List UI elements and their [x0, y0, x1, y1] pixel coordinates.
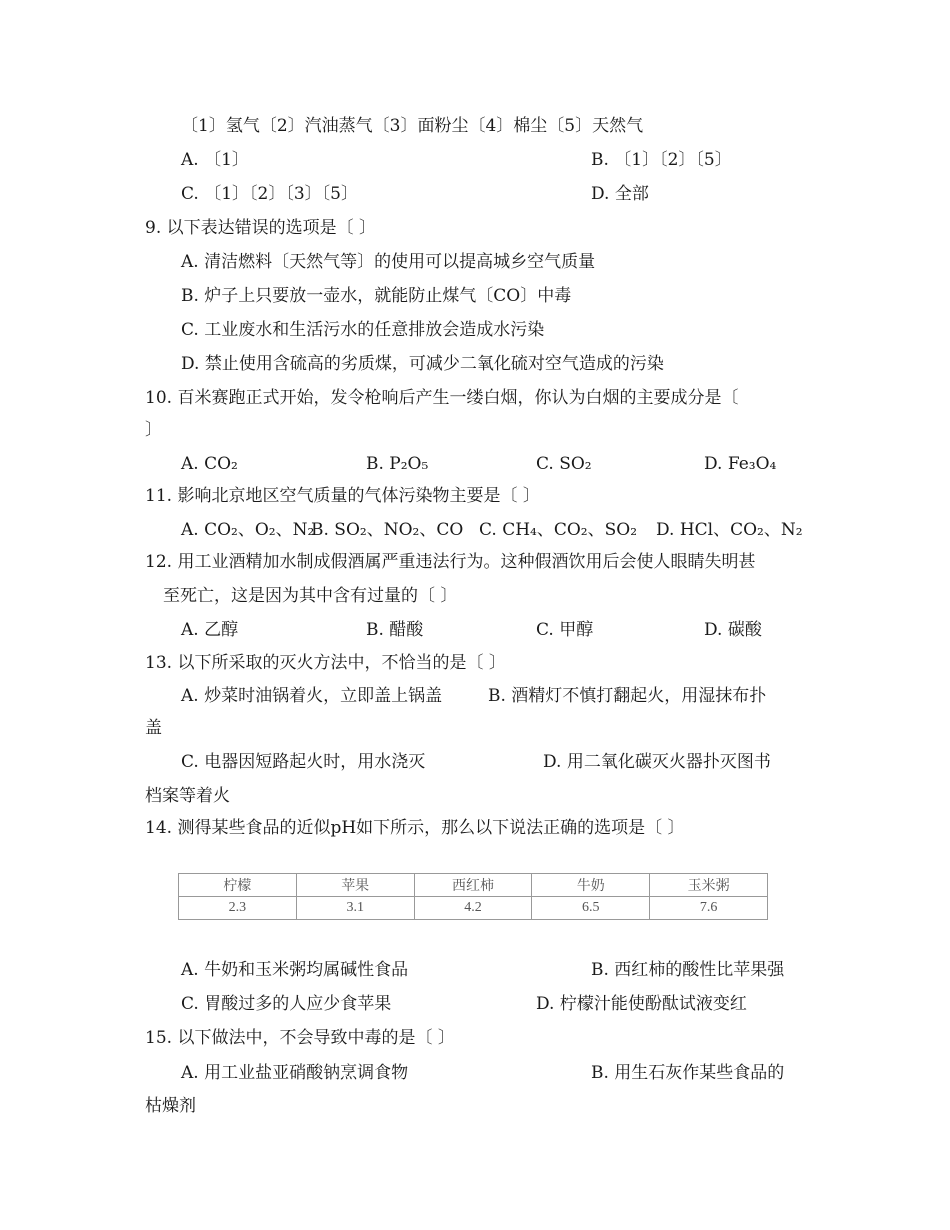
ph-table-cell: 6.5: [532, 897, 650, 920]
ph-table-header: 柠檬: [179, 874, 297, 897]
q12-option-c: C. 甲醇: [536, 620, 594, 640]
q14-option-a: A. 牛奶和玉米粥均属碱性食品: [181, 960, 409, 980]
q9-option-c: C. 工业废水和生活污水的任意排放会造成水污染: [181, 320, 545, 340]
ph-table-cell: 4.2: [414, 897, 532, 920]
q11-option-d: D. HCl、CO₂、N₂: [656, 520, 803, 540]
q14-stem: 14. 测得某些食品的近似pH如下所示，那么以下说法正确的选项是〔 〕: [145, 818, 685, 838]
q10-option-d: D. Fe₃O₄: [704, 454, 777, 474]
q8-option-c: C. 〔1〕〔2〕〔3〕〔5〕: [181, 184, 358, 204]
q13-option-d-cont: 档案等着火: [145, 786, 230, 806]
q13-option-d: D. 用二氧化碳灭火器扑灭图书: [543, 752, 771, 772]
q11-option-c: C. CH₄、CO₂、SO₂: [479, 520, 638, 540]
q8-option-d: D. 全部: [591, 184, 649, 204]
q10-option-c: C. SO₂: [536, 454, 592, 474]
q8-items: 〔1〕氢气〔2〕汽油蒸气〔3〕面粉尘〔4〕棉尘〔5〕天然气: [181, 116, 644, 136]
q12-stem-line2: 至死亡，这是因为其中含有过量的〔 〕: [163, 586, 458, 606]
ph-table-cell: 2.3: [179, 897, 297, 920]
q9-stem: 9. 以下表达错误的选项是〔 〕: [145, 218, 377, 238]
q10-option-a: A. CO₂: [181, 454, 238, 474]
q10-option-b: B. P₂O₅: [366, 454, 429, 474]
q10-stem-line1: 10. 百米赛跑正式开始，发令枪响后产生一缕白烟，你认为白烟的主要成分是〔: [145, 388, 739, 408]
q15-stem: 15. 以下做法中，不会导致中毒的是〔 〕: [145, 1028, 455, 1048]
q12-option-d: D. 碳酸: [704, 620, 762, 640]
q8-option-b: B. 〔1〕〔2〕〔5〕: [591, 150, 732, 170]
q13-stem: 13. 以下所采取的灭火方法中，不恰当的是〔 〕: [145, 653, 506, 673]
q12-option-a: A. 乙醇: [181, 620, 239, 640]
q15-option-b-cont: 枯燥剂: [145, 1096, 196, 1116]
ph-table-header: 苹果: [296, 874, 414, 897]
q11-option-b: B. SO₂、NO₂、CO: [311, 520, 464, 540]
ph-table-header: 玉米粥: [650, 874, 768, 897]
ph-table-cell: 7.6: [650, 897, 768, 920]
q10-stem-line2: 〕: [145, 420, 162, 440]
ph-table: [178, 873, 768, 920]
q12-option-b: B. 醋酸: [366, 620, 424, 640]
q9-option-a: A. 清洁燃料〔天然气等〕的使用可以提高城乡空气质量: [181, 252, 596, 272]
ph-table-cell: 3.1: [296, 897, 414, 920]
q14-option-c: C. 胃酸过多的人应少食苹果: [181, 994, 392, 1014]
ph-table-value-row: [179, 897, 768, 920]
q11-option-a: A. CO₂、O₂、N₂: [181, 520, 315, 540]
ph-table-header-row: [179, 874, 768, 897]
q14-option-b: B. 西红柿的酸性比苹果强: [591, 960, 785, 980]
q15-option-a: A. 用工业盐亚硝酸钠烹调食物: [181, 1063, 409, 1083]
q9-option-d: D. 禁止使用含硫高的劣质煤，可减少二氧化硫对空气造成的污染: [181, 354, 664, 374]
q13-option-c: C. 电器因短路起火时，用水浇灭: [181, 752, 426, 772]
ph-table-header: 牛奶: [532, 874, 650, 897]
q15-option-b: B. 用生石灰作某些食品的: [591, 1063, 785, 1083]
q8-option-a: A. 〔1〕: [181, 150, 249, 170]
q13-option-b-cont: 盖: [145, 718, 162, 738]
ph-table-header: 西红柿: [414, 874, 532, 897]
q13-option-b: B. 酒精灯不慎打翻起火，用湿抹布扑: [488, 686, 767, 706]
q13-option-a: A. 炒菜时油锅着火，立即盖上锅盖: [181, 686, 443, 706]
q11-stem: 11. 影响北京地区空气质量的气体污染物主要是〔 〕: [145, 486, 540, 506]
q12-stem-line1: 12. 用工业酒精加水制成假酒属严重违法行为。这种假酒饮用后会使人眼睛失明甚: [145, 552, 756, 572]
q9-option-b: B. 炉子上只要放一壶水，就能防止煤气〔CO〕中毒: [181, 286, 572, 306]
q14-option-d: D. 柠檬汁能使酚酞试液变红: [536, 994, 747, 1014]
